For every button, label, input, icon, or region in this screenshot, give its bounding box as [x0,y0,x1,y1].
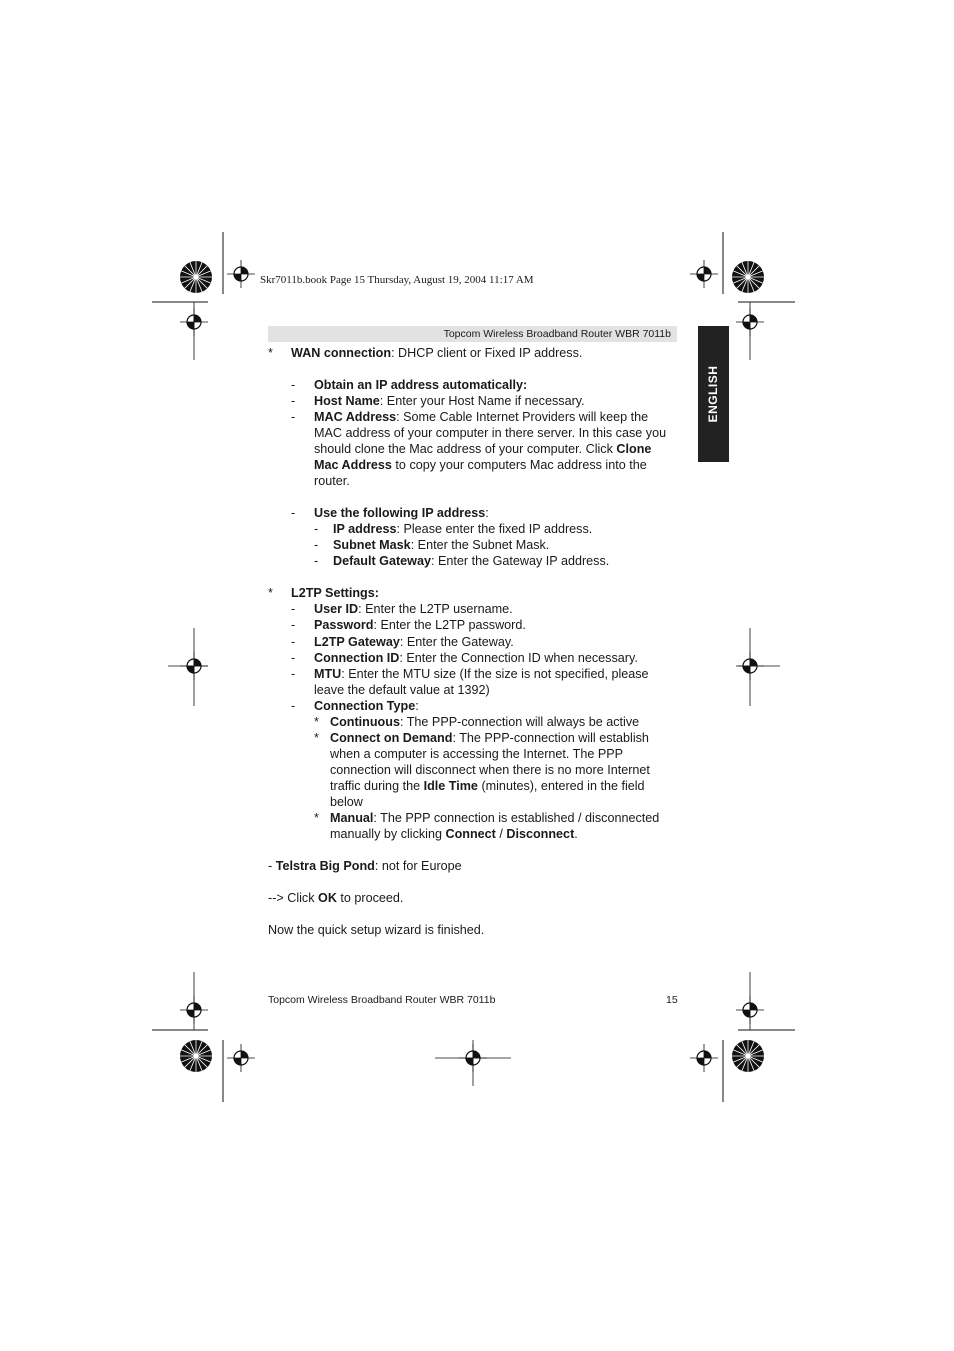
mtu-item [314,666,649,682]
mac-address-label: MAC Address [314,410,397,424]
continuous-text: : The PPP-connection will always be active [399,715,640,729]
host-name-item [314,393,585,409]
starburst-bottom-left-icon [180,1040,212,1072]
on-demand-item [330,730,649,746]
manual-line-2-pre: manually by clicking [330,827,446,841]
page-header [268,326,677,342]
subnet-mask-text: : Enter the Subnet Mask. [410,538,550,552]
l2tp-settings-label: L2TP Settings: [291,586,379,600]
reg-mark-top-right-icon [690,260,718,288]
wan-connection-text: : DHCP client or Fixed IP address. [391,346,583,360]
dash: - [291,699,296,713]
use-following-item [314,505,489,521]
connection-type-label: Connection Type [314,699,416,713]
on-demand-label: Connect on Demand [330,731,453,745]
use-following-colon: : [485,506,489,520]
language-tab [698,326,729,462]
mtu-line-2: leave the default value at 1392) [314,683,490,697]
star: * [314,811,319,825]
telstra-label: Telstra Big Pond [275,859,375,873]
on-demand-line-4 [330,778,645,794]
dash: - [291,651,296,665]
dash: - [314,538,319,552]
connection-id-text: : Enter the Connection ID when necessary. [399,651,638,665]
telstra-text: : not for Europe [374,859,462,873]
dash: - [291,618,296,632]
wan-connection-item [291,345,582,361]
password-item [314,617,526,633]
continuous-label: Continuous [330,715,400,729]
user-id-item [314,601,513,617]
mtu-text: : Enter the MTU size (If the size is not specified, please [341,667,649,681]
dash: - [291,378,296,392]
manual-text: : The PPP connection is established / disconnected [373,811,660,825]
host-name-text: : Enter your Host Name if necessary. [379,394,585,408]
connection-id-label: Connection ID [314,651,400,665]
manual-line-2 [330,826,578,842]
on-demand-line-4-post: (minutes), entered in the field [477,779,645,793]
dash: - [291,394,296,408]
user-id-label: User ID [314,602,359,616]
mac-address-line-1 [314,409,648,425]
dash: - [314,554,319,568]
l2tp-gateway-text: : Enter the Gateway. [399,635,514,649]
mac-address-line-3 [314,441,651,457]
starburst-bottom-right-icon [732,1040,764,1072]
dash: - [314,522,319,536]
telstra-item [268,858,462,874]
language-tab-label: ENGLISH [706,365,720,423]
dash: - [291,506,296,520]
use-following-label: Use the following IP address [314,506,486,520]
disconnect-label: Disconnect [506,827,575,841]
dash: - [291,667,296,681]
mac-address-line-4-text: to copy your computers Mac address into the [391,458,647,472]
mac-address-text: : Some Cable Internet Providers will keep the [396,410,649,424]
default-gateway-label: Default Gateway [333,554,431,568]
l2tp-gateway-label: L2TP Gateway [314,635,400,649]
reg-mark-bottom-left-icon [227,1044,255,1072]
bullet: * [268,346,273,360]
manual-label: Manual [330,811,374,825]
connection-type-item [314,698,419,714]
on-demand-line-3: connection will disconnect when there is no more Internet [330,763,650,777]
obtain-auto-label: Obtain an IP address automatically: [314,378,528,392]
ok-label: OK [318,891,337,905]
on-demand-line-2: when a computer is accessing the Internet. The PPP [330,747,624,761]
password-text: : Enter the L2TP password. [373,618,526,632]
starburst-top-left-icon [180,261,212,293]
dash: - [291,602,296,616]
password-label: Password [314,618,374,632]
subnet-mask-item [333,537,549,553]
user-id-text: : Enter the L2TP username. [358,602,513,616]
mac-address-line-4 [314,457,647,473]
proceed-post: to proceed. [336,891,404,905]
mac-address-line-5: router. [314,474,350,488]
slash: / [495,827,507,841]
star: * [314,715,319,729]
host-name-label: Host Name [314,394,380,408]
manual-item [330,810,659,826]
reg-mark-top-left-icon [227,260,255,288]
idle-time-label: Idle Time [423,779,478,793]
ip-address-label: IP address [333,522,397,536]
connection-type-colon: : [415,699,419,713]
dash: - [291,410,296,424]
header-title: Topcom Wireless Broadband Router WBR 7011b [443,328,671,340]
mac-address-line-3-text: should clone the Mac address of your computer. Click [314,442,617,456]
ip-address-text: : Please enter the fixed IP address. [396,522,593,536]
subnet-mask-label: Subnet Mask [333,538,411,552]
proceed-instruction [268,890,403,906]
star: * [314,731,319,745]
mac-address-line-2: MAC address of your computer in there server. In this case you [314,426,667,440]
footer-title: Topcom Wireless Broadband Router WBR 7011b [268,994,496,1006]
continuous-item [330,714,639,730]
connect-label: Connect [445,827,496,841]
ip-address-item [333,521,592,537]
on-demand-line-4-pre: traffic during the [330,779,424,793]
mtu-label: MTU [314,667,342,681]
proceed-pre: --> Click [268,891,319,905]
telstra-prefix: - [268,859,276,873]
reg-mark-bottom-right-icon [690,1044,718,1072]
period: . [574,827,578,841]
on-demand-text: : The PPP-connection will establish [452,731,649,745]
dash: - [291,635,296,649]
starburst-top-right-icon [732,261,764,293]
wan-connection-label: WAN connection [291,346,392,360]
connection-id-item [314,650,638,666]
bullet: * [268,586,273,600]
finished-text: Now the quick setup wizard is finished. [268,923,485,937]
default-gateway-item [333,553,609,569]
on-demand-line-5: below [330,795,363,809]
clone-label-2: Mac Address [314,458,392,472]
page-number: 15 [666,994,678,1006]
clone-label-1: Clone [616,442,652,456]
print-slug: Skr7011b.book Page 15 Thursday, August 19, 2004 11:17 AM [260,274,534,286]
l2tp-gateway-item [314,634,514,650]
default-gateway-text: : Enter the Gateway IP address. [430,554,610,568]
